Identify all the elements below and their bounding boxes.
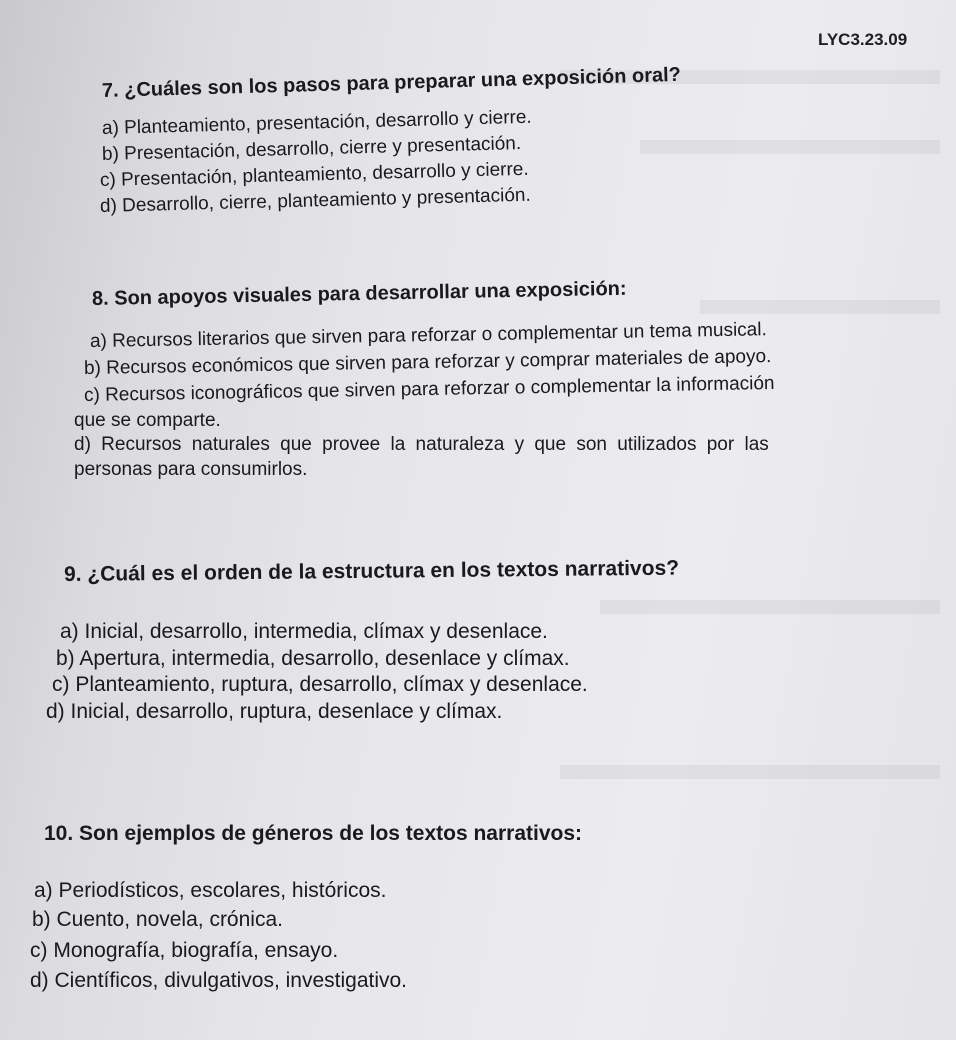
question-text: ¿Cuáles son los pasos para preparar una exposición oral? [123, 63, 682, 102]
option-10a: a) Periodísticos, escolares, históricos. [34, 879, 387, 902]
question-7 [102, 64, 682, 103]
question-text: Son ejemplos de géneros de los textos narrativos: [79, 822, 583, 845]
bleed-through-mark [560, 765, 940, 779]
option-9b: b) Apertura, intermedia, desarrollo, desenlace y clímax. [56, 647, 570, 670]
option-9a: a) Inicial, desarrollo, intermedia, clímax y desenlace. [60, 620, 548, 643]
option-8c: c) Recursos iconográficos que sirven para reforzar o complementar la información [83, 372, 775, 406]
question-10 [44, 822, 582, 846]
document-code: LYC3.23.09 [818, 30, 908, 49]
option-10c: c) Monografía, biografía, ensayo. [30, 939, 339, 962]
question-number: 10. [44, 822, 74, 845]
option-10d: d) Científicos, divulgativos, investigativo. [30, 969, 408, 992]
option-7d: d) Desarrollo, cierre, planteamiento y presentación. [99, 184, 532, 217]
bleed-through-mark [700, 300, 940, 314]
option-8a: a) Recursos literarios que sirven para reforzar o complementar un tema musical. [89, 319, 767, 352]
option-8d-cont: personas para consumirlos. [74, 459, 308, 480]
option-7a: a) Planteamiento, presentación, desarrollo y cierre. [101, 106, 532, 139]
question-text: Son apoyos visuales para desarrollar una exposición: [114, 277, 627, 310]
question-number: 9. [63, 562, 82, 586]
question-number: 8. [91, 287, 109, 310]
question-text: ¿Cuál es el orden de la estructura en los textos narrativos? [87, 556, 680, 586]
option-8d: d) Recursos naturales que provee la naturaleza y que son utilizados por las [74, 434, 769, 455]
question-9 [64, 557, 679, 587]
bleed-through-mark [600, 600, 940, 614]
option-10b: b) Cuento, novela, crónica. [32, 908, 283, 931]
option-7b: b) Presentación, desarrollo, cierre y presentación. [101, 133, 522, 165]
option-9c: c) Planteamiento, ruptura, desarrollo, clímax y desenlace. [52, 673, 588, 696]
option-8c-cont: que se comparte. [74, 410, 221, 431]
question-number: 7. [101, 79, 119, 102]
option-9d: d) Inicial, desarrollo, ruptura, desenlace y clímax. [46, 700, 503, 723]
question-8 [92, 278, 627, 311]
option-8b: b) Recursos económicos que sirven para reforzar y comprar materiales de apoyo. [83, 346, 772, 379]
bleed-through-mark [640, 140, 940, 154]
option-7c: c) Presentación, planteamiento, desarrollo y cierre. [99, 158, 529, 191]
